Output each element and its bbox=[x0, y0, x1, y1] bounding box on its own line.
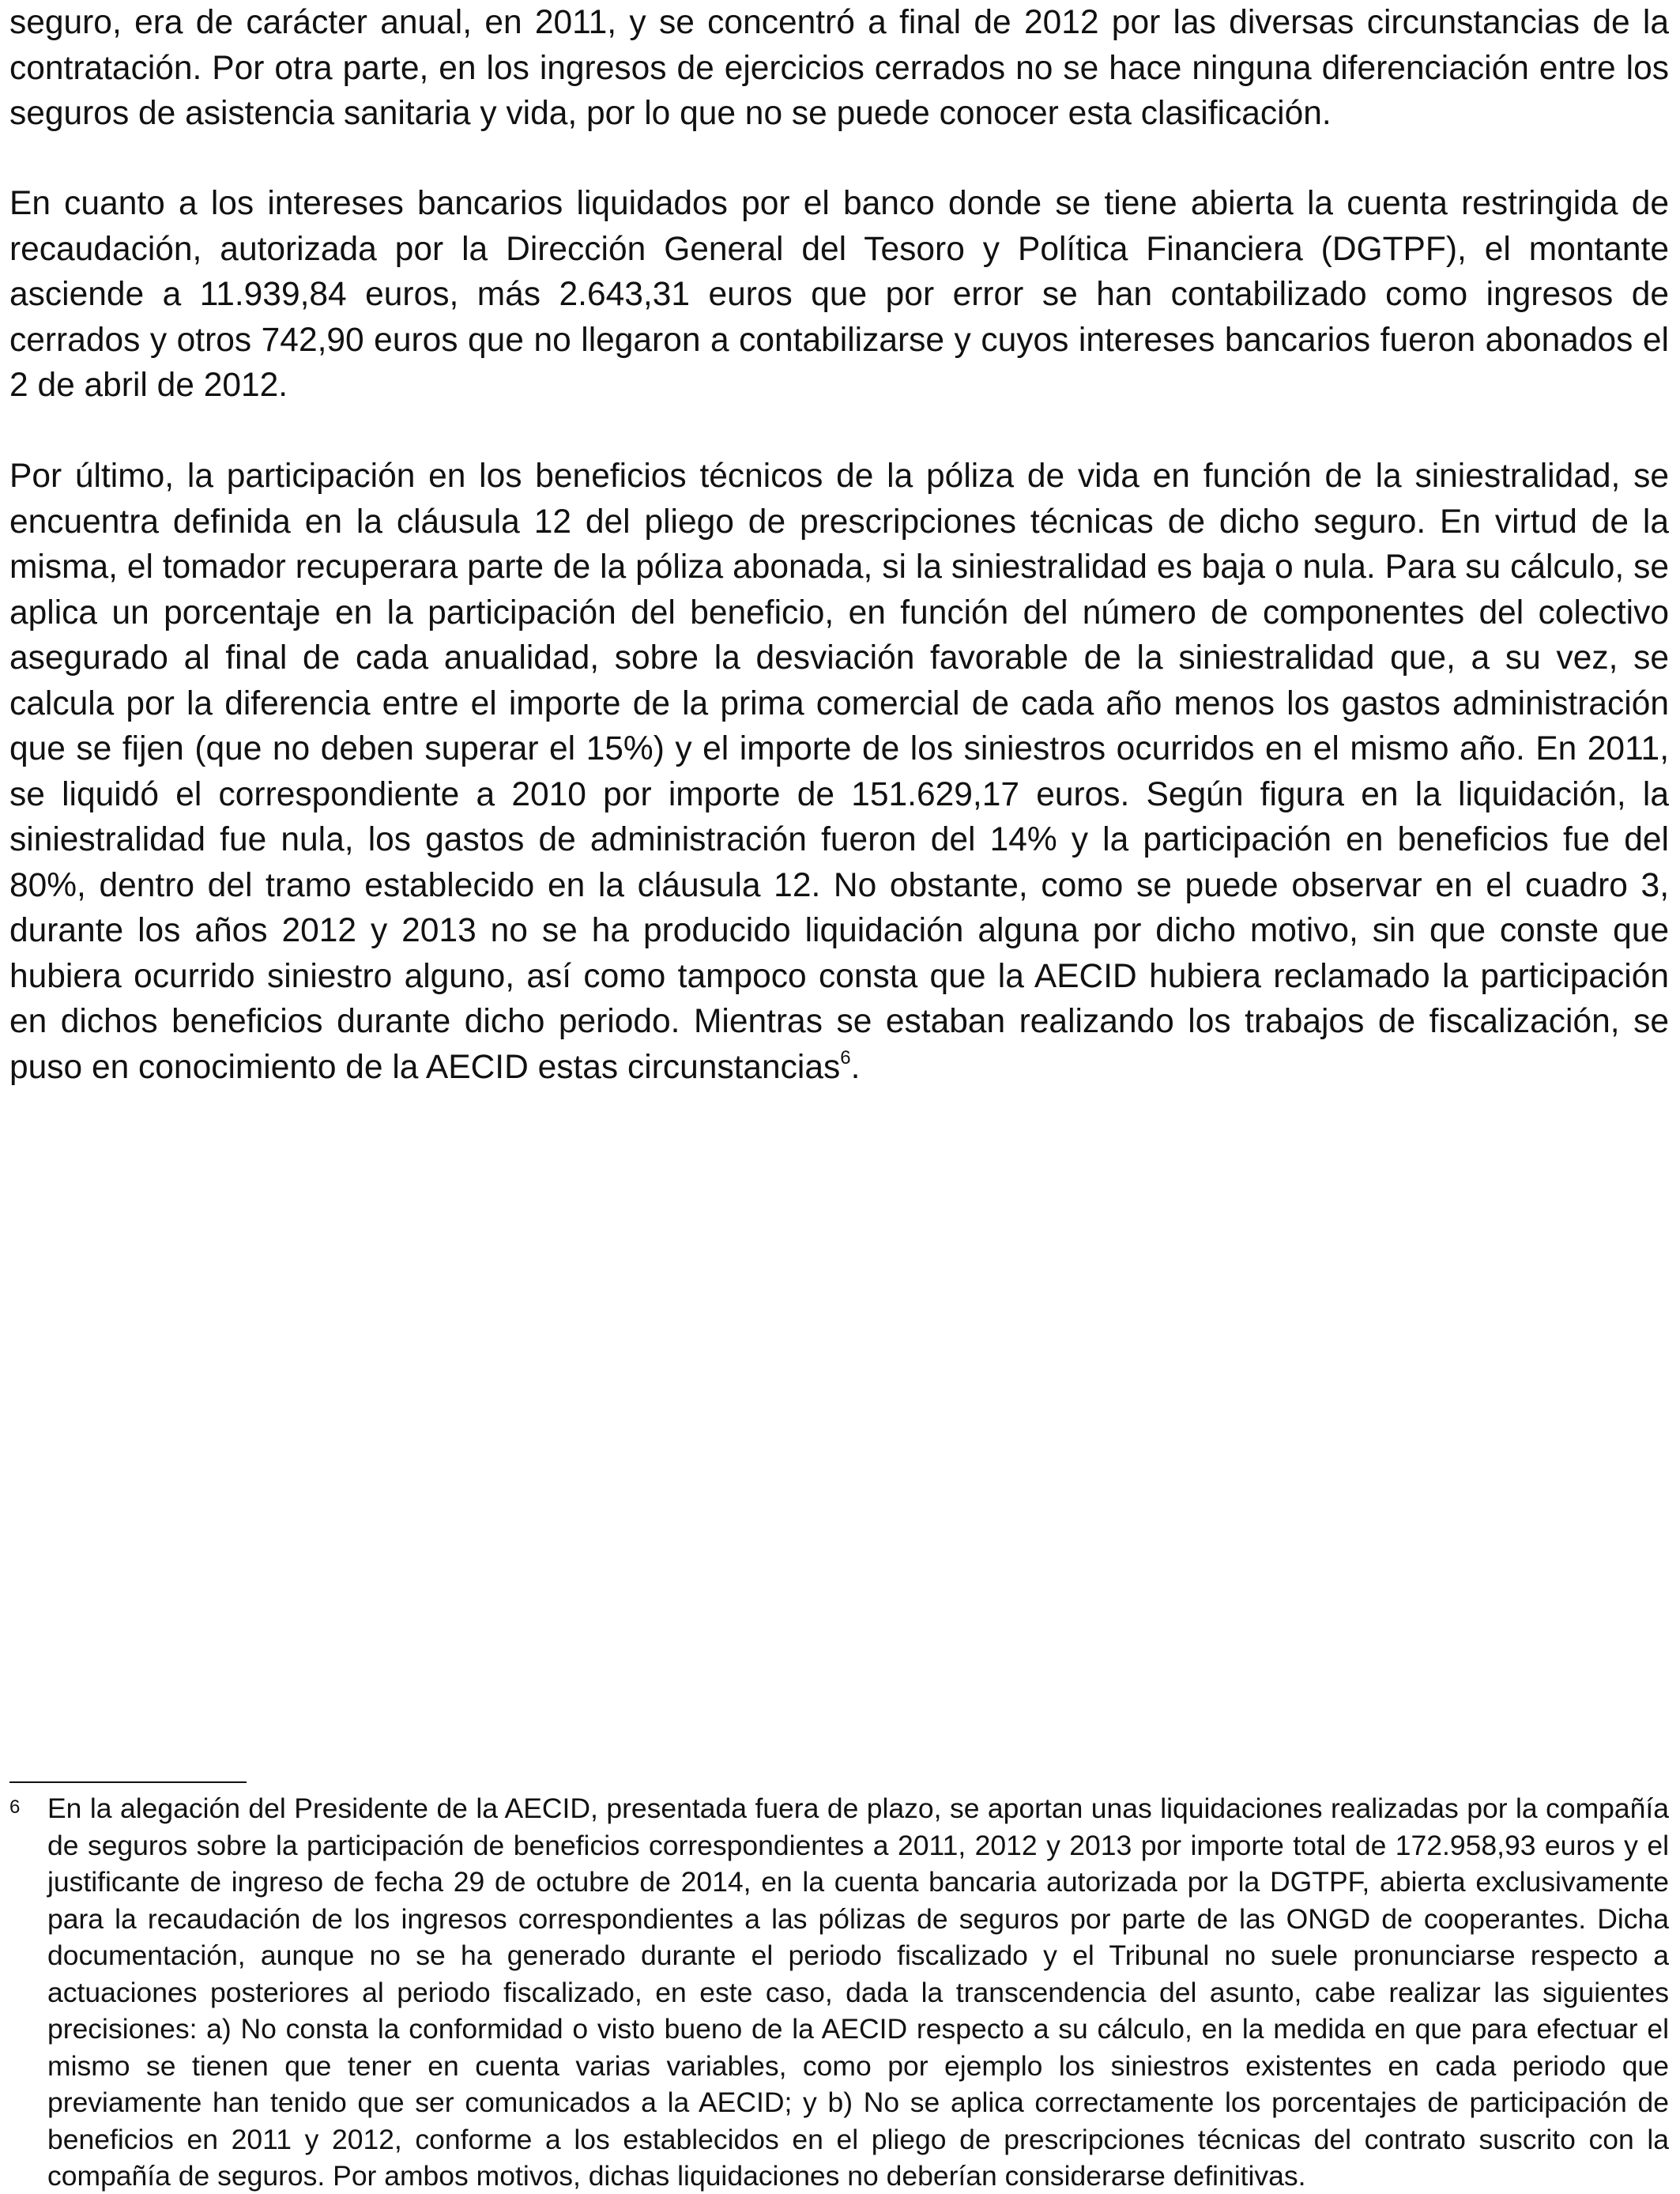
footnote-number: 6 bbox=[9, 1796, 21, 1818]
paragraph bbox=[9, 454, 1669, 1090]
paragraph: seguro, era de carácter anual, en 2011, y se concentró a final de 2012 por las diversas circunstancias de la contratación. Por otra parte, en los ingresos de ejercicios cerrados no se hace ninguna diferenciación entre los seguros de asistencia sanitaria y vida, por lo que no se puede conocer esta clasificación. bbox=[9, 4, 1669, 132]
footnote-separator bbox=[9, 1781, 247, 1783]
footnote-reference[interactable]: 6 bbox=[840, 1046, 851, 1069]
paragraph-end-period: . bbox=[850, 1048, 861, 1086]
paragraph-text: Por último, la participación en los beneficios técnicos de la póliza de vida en función de la siniestralidad, se encuentra definida en la cláusula 12 del pliego de prescripciones técnicas de dicho seguro. En virtud de la misma, el tomador recuperara parte de la póliza abonada, si la siniestralidad es baja o nula. Para su cálculo, se aplica un porcentaje en la participación del beneficio, en función del número de componentes del colectivo asegurado al final de cada anualidad, sobre la desviación favorable de la siniestralidad que, a su vez, se calcula por la diferencia entre el importe de la prima comercial de cada año menos los gastos administración que se fijen (que no deben superar el 15%) y el importe de los siniestros ocurridos en el mismo año. En 2011, se liquidó el correspondiente a 2010 por importe de 151.629,17 euros. Según figura en la liquidación, la siniestralidad fue nula, los gastos de administración fueron del 14% y la participación en beneficios fue del 80%, dentro del tramo establecido en la cláusula 12. No obstante, como se puede observar en el cuadro 3, durante los años 2012 y 2013 no se ha producido liquidación alguna por dicho motivo, sin que conste que hubiera ocurrido siniestro alguno, así como tampoco consta que la AECID hubiera reclamado la participación en dichos beneficios durante dicho periodo. Mientras se estaban realizando los trabajos de fiscalización, se puso en conocimiento de la AECID estas circunstancias bbox=[9, 458, 1669, 1086]
footnote-text: En la alegación del Presidente de la AECID, presentada fuera de plazo, se aportan unas liquidaciones realizadas por la compañía de seguros sobre la participación de beneficios correspondientes a 2011, 2012 y 2013 por importe total de 172.958,93 euros y el justificante de ingreso de fecha 29 de octubre de 2014, en la cuenta bancaria autorizada por la DGTPF, abierta exclusivamente para la recaudación de los ingresos correspondientes a las pólizas de seguros por parte de las ONGD de cooperantes. Dicha documentación, aunque no se ha generado durante el periodo fiscalizado y el Tribunal no suele pronunciarse respecto a actuaciones posteriores al periodo fiscalizado, en este caso, dada la transcendencia del asunto, cabe realizar las siguientes precisiones: a) No consta la conformidad o visto bueno de la AECID respecto a su cálculo, en la medida en que para efectuar el mismo se tienen que tener en cuenta varias variables, como por ejemplo los siniestros existentes en cada periodo que previamente han tenido que ser comunicados a la AECID; y b) No se aplica correctamente los porcentajes de participación de beneficios en 2011 y 2012, conforme a los establecidos en el pliego de prescripciones técnicas del contrato suscrito con la compañía de seguros. Por ambos motivos, dichas liquidaciones no deberían considerarse definitivas. bbox=[47, 1793, 1669, 2192]
footnote bbox=[9, 1790, 1669, 2194]
paragraph: En cuanto a los intereses bancarios liquidados por el banco donde se tiene abierta la cuenta restringida de recaudación, autorizada por la Dirección General del Tesoro y Política Financiera (DGTPF), el montante asciende a 11.939,84 euros, más 2.643,31 euros que por error se han contabilizado como ingresos de cerrados y otros 742,90 euros que no llegaron a contabilizarse y cuyos intereses bancarios fueron abonados el 2 de abril de 2012. bbox=[9, 185, 1669, 404]
